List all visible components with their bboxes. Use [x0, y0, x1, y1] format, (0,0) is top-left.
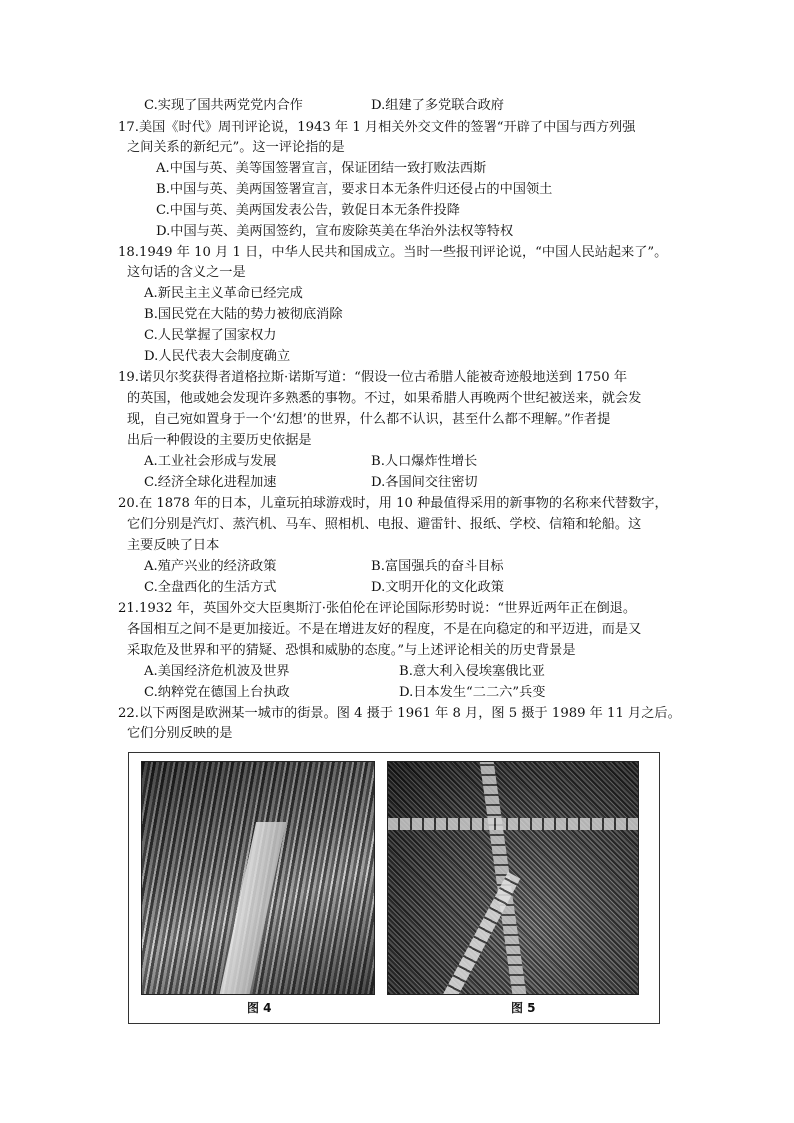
q22-stem-line2: 它们分别反映的是 [127, 726, 233, 741]
q17-stem-line1: 17.美国《时代》周刊评论说，1943 年 1 月相关外交文件的签署“开辟了中国与西方列强 [118, 120, 636, 135]
q18-stem-line2: 这句话的含义之一是 [127, 265, 246, 280]
q20-option-b: B.富国强兵的奋斗目标 [371, 559, 504, 574]
q21-option-a: A.美国经济危机波及世界 [144, 664, 290, 679]
q17-stem-line2: 之间关系的新纪元”。这一评论指的是 [127, 140, 345, 155]
figure-5-photo [387, 761, 639, 995]
q20-stem-line2: 它们分别是汽灯、蒸汽机、马车、照相机、电报、避雷针、报纸、学校、信箱和轮船。这 [127, 517, 642, 532]
q18-stem-line1: 18.1949 年 10 月 1 日，中华人民共和国成立。当时一些报刊评论说，“中国人民站起来了”。 [118, 245, 668, 260]
q22-stem-line1: 22.以下两图是欧洲某一城市的街景。图 4 摄于 1961 年 8 月，图 5 摄于 1989 年 11 月之后。 [118, 706, 681, 721]
q19-stem-line2: 的英国，他或她会发现许多熟悉的事物。不过，如果希腊人再晚两个世纪被送来，就会发 [127, 391, 642, 406]
figure-5-caption: 图 5 [511, 1001, 536, 1015]
q16-option-d: D.组建了多党联合政府 [371, 98, 504, 113]
q21-stem-line2: 各国相互之间不是更加接近。不是在增进友好的程度，不是在向稳定的和平迈进，而是又 [127, 622, 642, 637]
q17-option-a: A.中国与英、美等国签署宣言，保证团结一致打败法西斯 [156, 161, 487, 176]
q17-option-d: D.中国与英、美两国签约，宣布废除英美在华治外法权等特权 [156, 224, 514, 239]
figure-4-caption: 图 4 [247, 1001, 272, 1015]
q16-option-c: C.实现了国共两党党内合作 [144, 98, 303, 113]
q21-option-b: B.意大利入侵埃塞俄比亚 [399, 664, 545, 679]
q21-stem-line3: 采取危及世界和平的猜疑、恐惧和威胁的态度。”与上述评论相关的历史背景是 [127, 643, 576, 658]
q18-option-a: A.新民主主义革命已经完成 [144, 286, 303, 301]
q19-stem-line3: 现，自己宛如置身于一个‘幻想’的世界，什么都不认识，甚至什么都不理解。”作者提 [127, 412, 611, 427]
q17-option-c: C.中国与英、美两国发表公告，敦促日本无条件投降 [156, 203, 460, 218]
q19-stem-line4: 出后一种假设的主要历史依据是 [127, 433, 312, 448]
q20-option-a: A.殖产兴业的经济政策 [144, 559, 277, 574]
q19-option-a: A.工业社会形成与发展 [144, 454, 277, 469]
figure-5-paving-line-horizontal [388, 818, 638, 830]
q17-option-b: B.中国与英、美两国签署宣言，要求日本无条件归还侵占的中国领土 [156, 182, 553, 197]
q19-option-b: B.人口爆炸性增长 [371, 454, 478, 469]
q20-stem-line1: 20.在 1878 年的日本，儿童玩拍球游戏时，用 10 种最值得采用的新事物的名称来代替数字， [118, 496, 668, 511]
q21-option-c: C.纳粹党在德国上台执政 [144, 685, 290, 700]
figure-panel [128, 752, 660, 1024]
q18-option-c: C.人民掌握了国家权力 [144, 328, 277, 343]
q21-stem-line1: 21.1932 年，英国外交大臣奥斯汀·张伯伦在评论国际形势时说：“世界近两年正在倒退。 [118, 601, 637, 616]
q19-option-c: C.经济全球化进程加速 [144, 475, 277, 490]
q21-option-d: D.日本发生“二二六”兵变 [399, 685, 546, 700]
q20-option-d: D.文明开化的文化政策 [371, 580, 504, 595]
q19-stem-line1: 19.诺贝尔奖获得者道格拉斯·诺斯写道：“假设一位古希腊人能被奇迹般地送到 1750 年 [118, 370, 628, 385]
figure-4-photo [141, 761, 375, 995]
q18-option-d: D.人民代表大会制度确立 [144, 349, 291, 364]
figure-4-wall [218, 822, 286, 995]
q18-option-b: B.国民党在大陆的势力被彻底消除 [144, 307, 343, 322]
q20-option-c: C.全盘西化的生活方式 [144, 580, 277, 595]
q19-option-d: D.各国间交往密切 [371, 475, 478, 490]
q20-stem-line3: 主要反映了日本 [127, 538, 220, 553]
